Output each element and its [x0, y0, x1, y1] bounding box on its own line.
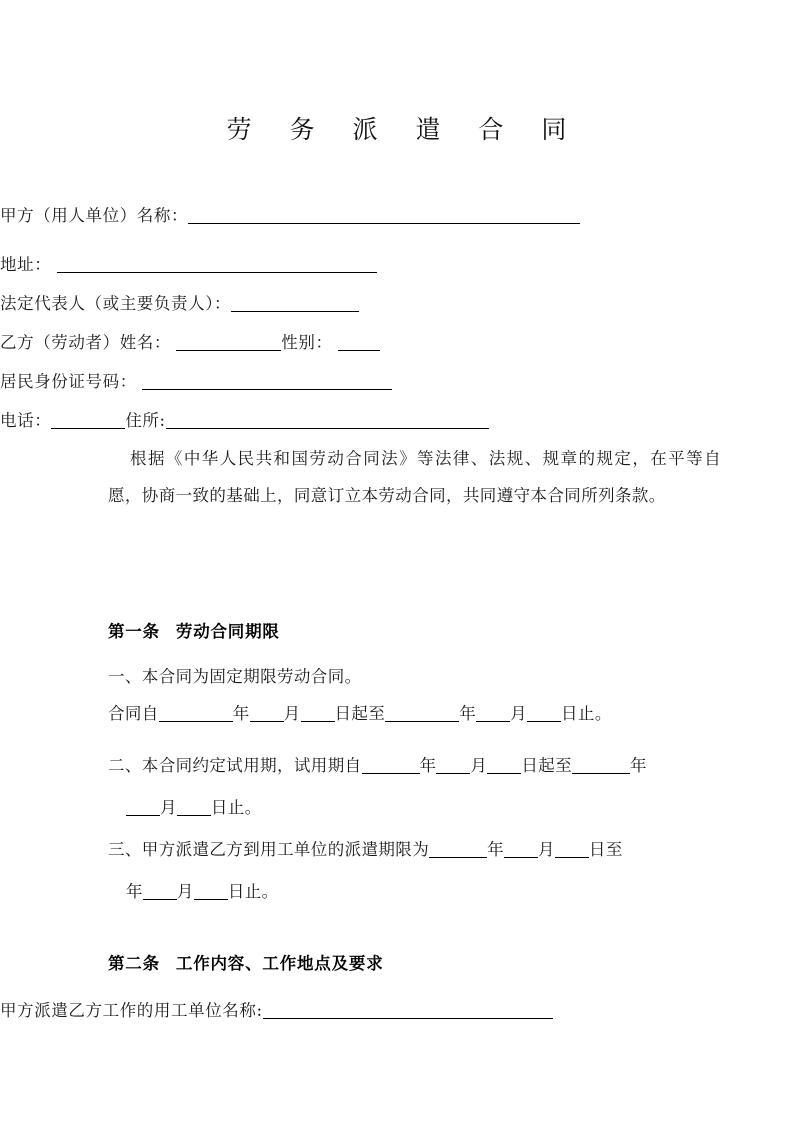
dispatch-end-day-unit: 日止。 [227, 882, 279, 901]
field-id-number-input[interactable] [142, 374, 392, 390]
dispatch-start-year-input[interactable] [429, 842, 487, 858]
contract-start-day-input[interactable] [301, 706, 335, 722]
probation-prefix: 二、本合同约定试用期，试用期自 [108, 756, 362, 775]
field-employer-unit-input[interactable] [263, 1003, 553, 1019]
probation-end-month-input[interactable] [126, 800, 160, 816]
field-party-b [0, 332, 612, 354]
contract-end-year-unit: 年 [459, 704, 477, 723]
probation-end-year-unit: 年 [630, 756, 647, 775]
article-two-title: 工作内容、工作地点及要求 [175, 954, 384, 973]
field-address-input[interactable] [57, 257, 377, 273]
contract-start-year-input[interactable] [159, 706, 233, 722]
field-address [0, 254, 612, 276]
contract-end-year-input[interactable] [385, 706, 459, 722]
probation-start-year-unit: 年 [419, 756, 437, 775]
contract-date-prefix: 合同自 [108, 704, 159, 723]
field-party-a-name-label: 甲方（用人单位）名称： [0, 206, 189, 225]
probation-end-year-input[interactable] [572, 758, 630, 774]
preamble-paragraph: 根据《中华人民共和国劳动合同法》等法律、法规、规章的规定，在平等自愿，协商一致的基础上，同意订立本劳动合同，共同遵守本合同所列条款。 [108, 449, 721, 505]
article-two-number: 第二条 [108, 954, 160, 973]
contract-end-day-unit: 日止。 [561, 704, 612, 723]
field-party-a-name [0, 205, 612, 227]
contract-end-month-input[interactable] [476, 706, 510, 722]
field-id-number-label: 居民身份证号码： [0, 372, 137, 391]
dispatch-end-month-input[interactable] [143, 884, 177, 900]
probation-end-day-input[interactable] [177, 800, 211, 816]
probation-start-year-input[interactable] [362, 758, 420, 774]
dispatch-prefix: 三、甲方派遣乙方到用工单位的派遣期限为 [108, 840, 430, 859]
field-party-b-name-label: 乙方（劳动者）姓名： [0, 333, 171, 352]
dispatch-start-month-unit: 月 [538, 840, 555, 859]
field-party-b-name-input[interactable] [176, 335, 281, 351]
dispatch-end-month-unit: 月 [176, 882, 194, 901]
article-one-contract-dates [108, 695, 721, 732]
dispatch-start-month-input[interactable] [504, 842, 538, 858]
field-id-number [0, 371, 612, 393]
contract-start-month-unit: 月 [283, 704, 301, 723]
field-phone-input[interactable] [51, 413, 125, 429]
field-address-label: 地址： [0, 255, 52, 274]
field-legal-representative [0, 293, 612, 315]
contract-start-year-unit: 年 [232, 704, 250, 723]
article-one-item-1: 一、本合同为固定期限劳动合同。 [108, 667, 362, 686]
article-one-heading [108, 621, 720, 643]
article-one-title: 劳动合同期限 [175, 622, 280, 641]
article-one-item-2 [108, 745, 721, 829]
field-gender-label: 性别： [281, 333, 333, 352]
contract-end-month-unit: 月 [510, 704, 528, 723]
dispatch-end-year-unit: 年 [126, 882, 143, 901]
article-two-heading [108, 953, 720, 975]
probation-start-day-unit: 日起至 [521, 756, 573, 775]
field-phone-label: 电话： [0, 411, 52, 430]
field-residence-label: 住所: [125, 411, 166, 430]
dispatch-start-day-input[interactable] [555, 842, 589, 858]
probation-end-month-unit: 月 [160, 798, 177, 817]
dispatch-start-year-unit: 年 [487, 840, 505, 859]
field-employer-unit [0, 1000, 612, 1022]
page-title: 劳 务 派 遣 合 同 [226, 115, 582, 144]
field-residence-input[interactable] [166, 413, 489, 429]
contract-end-day-input[interactable] [527, 706, 561, 722]
article-one-item-3 [108, 829, 721, 913]
probation-start-month-unit: 月 [470, 756, 488, 775]
contract-start-day-unit: 日起至 [334, 704, 386, 723]
article-one-item-3-continuation [108, 871, 721, 913]
probation-start-month-input[interactable] [436, 758, 470, 774]
probation-start-day-input[interactable] [487, 758, 521, 774]
field-gender-input[interactable] [338, 335, 380, 351]
field-legal-representative-input[interactable] [231, 296, 359, 312]
contract-start-month-input[interactable] [250, 706, 284, 722]
probation-end-day-unit: 日止。 [210, 798, 262, 817]
field-contact [0, 410, 612, 432]
field-party-a-name-input[interactable] [188, 208, 580, 224]
article-one-number: 第一条 [108, 622, 160, 641]
field-employer-unit-label: 甲方派遣乙方工作的用工单位名称: [0, 1001, 263, 1020]
field-legal-representative-label: 法定代表人（或主要负责人）： [0, 294, 232, 313]
article-one-item-2-continuation [108, 787, 721, 829]
dispatch-end-day-input[interactable] [194, 884, 228, 900]
dispatch-start-day-unit: 日至 [588, 840, 623, 859]
